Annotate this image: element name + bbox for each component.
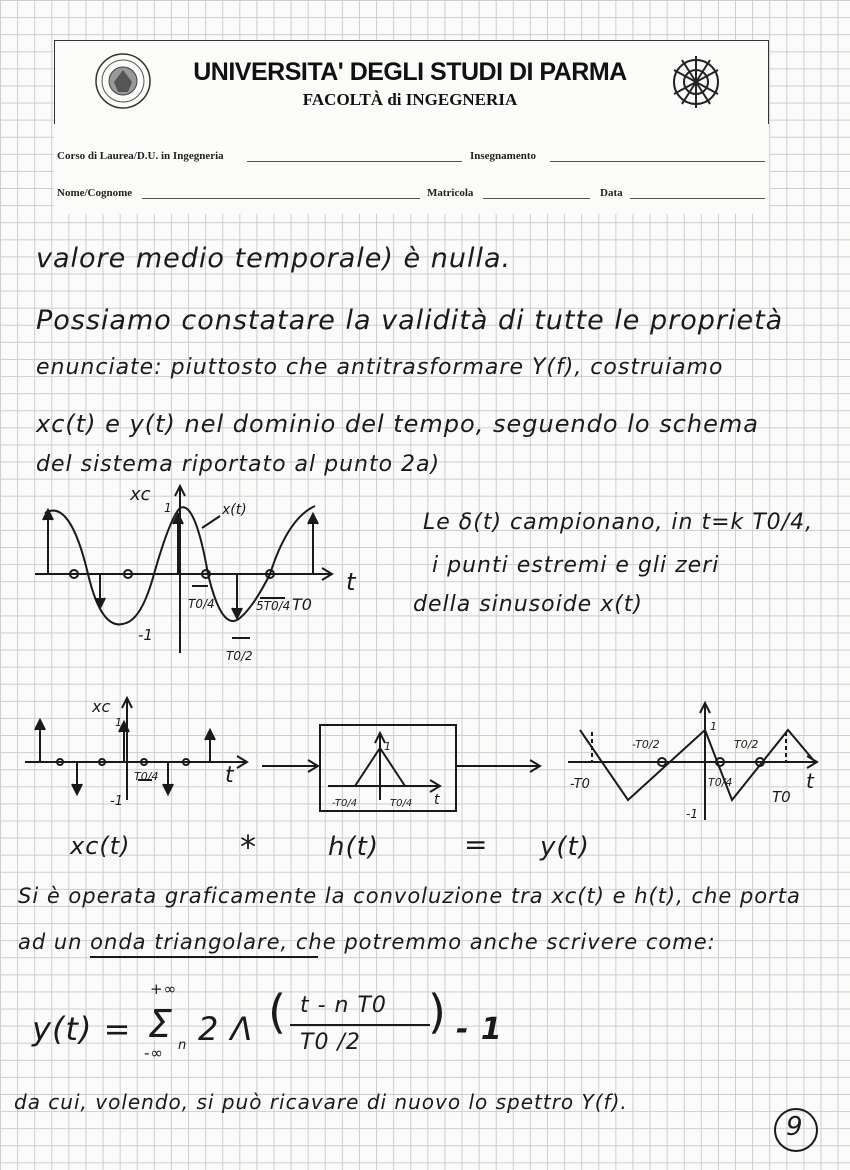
text-line-1: valore medio temporale) è nulla. <box>36 243 512 274</box>
formula-tail: - 1 <box>456 1012 503 1047</box>
fraction-bar <box>290 1024 430 1026</box>
right-paren: ) <box>428 985 447 1039</box>
fig2-tick-t0-4: T0/4 <box>134 770 159 783</box>
fig1-tick-t0-4: T0/4 <box>188 597 215 611</box>
fig2-one-label: 1 <box>115 716 122 729</box>
note-line-1: Le δ(t) campionano, in t=k T0/4, <box>423 510 814 535</box>
fig1-tick-t0-2: T0/2 <box>226 649 253 663</box>
fig1-x-label: x(t) <box>222 502 247 518</box>
formula-denominator: T0 /2 <box>300 1030 361 1055</box>
figure-sampled-sinusoid <box>30 478 390 688</box>
y-minus-t0-tick: -T0 <box>570 777 590 792</box>
faculty-logo <box>664 50 728 114</box>
university-seal-logo <box>94 52 152 110</box>
y-t0-4-tick: T0/4 <box>708 776 733 789</box>
course-field[interactable] <box>247 161 462 162</box>
fig2-t-label: t <box>225 763 234 788</box>
y-of-t-label: y(t) <box>540 832 590 862</box>
h-of-t-label: h(t) <box>328 832 379 862</box>
date-label: Data <box>600 187 623 199</box>
page-number: 9 <box>786 1112 804 1142</box>
fig2-xc-label: xc <box>92 697 111 716</box>
y-t0-2-tick: T0/2 <box>734 738 759 751</box>
sum-lower-limit: -∞ <box>144 1044 164 1062</box>
h-t-label: t <box>434 792 440 808</box>
fig1-xc-label: xc <box>130 484 151 505</box>
id-field[interactable] <box>483 198 590 199</box>
id-label: Matricola <box>427 187 474 199</box>
sum-upper-limit: +∞ <box>150 980 178 998</box>
y-minus-t0-2-tick: -T0/2 <box>632 738 660 751</box>
subject-label: Insegnamento <box>470 150 537 162</box>
formula-lhs: y(t) = <box>32 1010 132 1048</box>
faculty-title: FACOLTÀ di INGEGNERIA <box>302 90 518 109</box>
sum-symbol: Σ <box>148 1002 174 1046</box>
note-line-3: della sinusoide x(t) <box>413 592 643 617</box>
fig1-t-label: t <box>346 568 356 596</box>
figure-convolution-chain <box>20 690 830 830</box>
text-line-4: xc(t) e y(t) nel dominio del tempo, seguendo lo schema <box>36 410 759 438</box>
date-field[interactable] <box>630 198 765 199</box>
conv-line-1: Si è operata graficamente la convoluzione tra xc(t) e h(t), che porta <box>18 884 801 908</box>
left-paren: ( <box>268 985 287 1039</box>
text-line-2: Possiamo constatare la validità di tutte le proprietà <box>36 305 784 336</box>
name-field[interactable] <box>142 198 420 199</box>
course-label: Corso di Laurea/D.U. in Ingegneria <box>57 150 224 162</box>
fig2-minus-one-label: -1 <box>110 794 123 809</box>
y-one-label: 1 <box>710 720 717 733</box>
text-line-3: enunciate: piuttosto che antitrasformare Y(f), costruiamo <box>36 355 724 380</box>
h-left-tick: -T0/4 <box>332 798 358 809</box>
y-t-label: t <box>806 769 814 793</box>
y-t0-tick: T0 <box>772 788 791 806</box>
h-one-label: 1 <box>384 740 391 753</box>
formula-numerator: t - n T0 <box>300 993 387 1018</box>
text-line-5: del sistema riportato al punto 2a) <box>36 452 441 477</box>
conv-line-2: ad un onda triangolare, che potremmo anche scrivere come: <box>18 930 716 954</box>
fig1-tick-t0: T0 <box>292 595 312 614</box>
formula-coefficient: 2 Λ <box>198 1010 254 1048</box>
subject-field[interactable] <box>550 161 765 162</box>
equals-sign: = <box>464 828 489 861</box>
h-right-tick: T0/4 <box>390 798 413 809</box>
sum-index: n <box>178 1038 188 1053</box>
fig1-tick-5t0-4: 5T0/4 <box>256 599 291 613</box>
underline-onda-triangolare <box>90 956 318 958</box>
xc-of-t-label: xc(t) <box>70 832 131 860</box>
name-label: Nome/Cognome <box>57 187 133 199</box>
y-minus-one-label: -1 <box>686 807 698 821</box>
fig1-minus-one-label: -1 <box>138 626 153 644</box>
final-line: da cui, volendo, si può ricavare di nuovo lo spettro Y(f). <box>14 1090 628 1114</box>
note-line-2: i punti estremi e gli zeri <box>432 553 720 578</box>
convolution-star: * <box>240 828 257 866</box>
university-title: UNIVERSITA' DEGLI STUDI DI PARMA <box>193 58 627 86</box>
fig1-one-label: 1 <box>164 501 172 515</box>
form-area <box>54 124 769 214</box>
